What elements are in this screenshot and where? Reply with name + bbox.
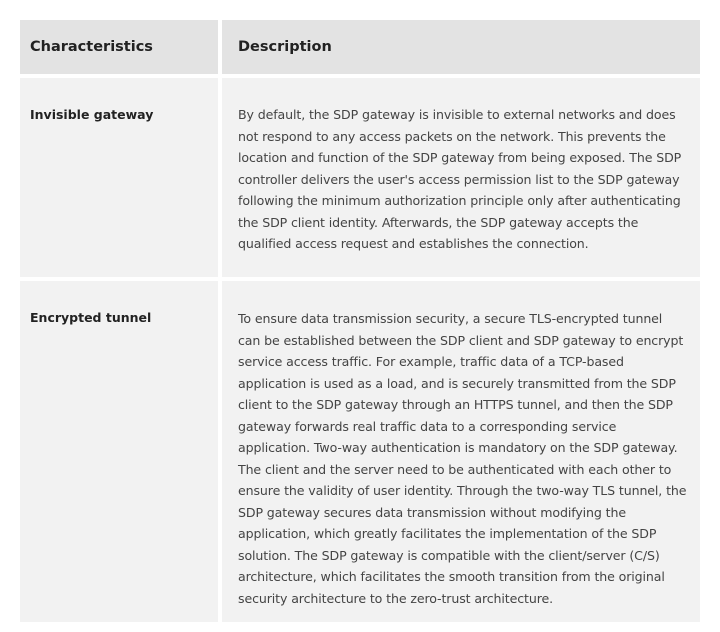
characteristic-label: Invisible gateway	[30, 107, 154, 122]
characteristics-table	[20, 20, 700, 626]
description-text: By default, the SDP gateway is invisible to external networks and does not respond to any access packets on the network. This prevents the location and function of the SDP gateway from being exposed. The SDP controller delivers the user's access permission list to the SDP gateway following the minimum authorization principle only after authenticating the SDP client identity. Afterwards, the SDP gateway accepts the qualified access request and establishes the connection.	[238, 107, 682, 251]
description-cell	[222, 281, 700, 622]
characteristic-label: Encrypted tunnel	[30, 310, 152, 325]
table-row	[20, 281, 700, 622]
table-header-row	[20, 20, 700, 74]
header-description: Description	[222, 20, 700, 74]
description-cell	[222, 78, 700, 277]
characteristic-cell	[20, 281, 218, 622]
table-row	[20, 78, 700, 277]
description-text: To ensure data transmission security, a secure TLS-encrypted tunnel can be established between the SDP client and SDP gateway to encrypt service access traffic. For example, traffic data of a TCP-based application is used as a load, and is securely transmitted from the SDP client to the SDP gateway through an HTTPS tunnel, and then the SDP gateway forwards real traffic data to a corresponding service application. Two-way authentication is mandatory on the SDP gateway. The client and the server need to be authenticated with each other to ensure the validity of user identity. Through the two-way TLS tunnel, the SDP gateway secures data transmission without modifying the application, which greatly facilitates the implementation of the SDP solution. The SDP gateway is compatible with the client/server (C/S) architecture, which facilitates the smooth transition from the original security architecture to the zero-trust architecture.	[238, 311, 687, 606]
header-characteristics: Characteristics	[20, 20, 218, 74]
characteristic-cell	[20, 78, 218, 277]
